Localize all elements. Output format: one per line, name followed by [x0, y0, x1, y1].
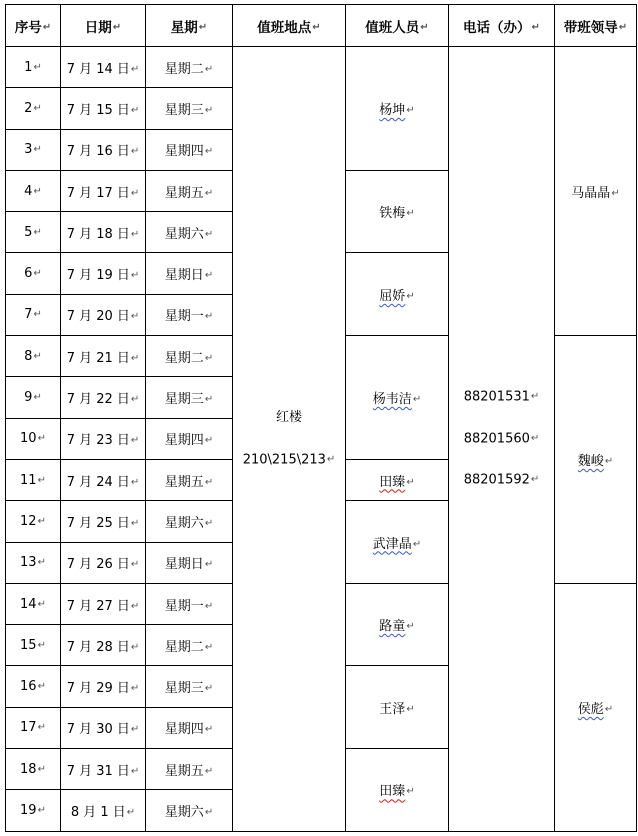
cell-weekday: 星期一↵	[146, 294, 233, 335]
cell-no: 18↵	[6, 749, 61, 790]
cell-staff: 屈娇↵	[346, 253, 449, 336]
cell-no: 19↵	[6, 790, 61, 831]
cell-date: 7 月 29 日↵	[61, 666, 146, 707]
cell-no: 4↵	[6, 170, 61, 211]
cell-date: 7 月 24 日↵	[61, 459, 146, 500]
cell-staff: 路童↵	[346, 583, 449, 666]
cell-no: 1↵	[6, 47, 61, 88]
cell-weekday: 星期二↵	[146, 47, 233, 88]
cell-no: 12↵	[6, 501, 61, 542]
cell-weekday: 星期五↵	[146, 170, 233, 211]
cell-date: 7 月 19 日↵	[61, 253, 146, 294]
cell-no: 7↵	[6, 294, 61, 335]
cell-weekday: 星期五↵	[146, 749, 233, 790]
cell-weekday: 星期六↵	[146, 212, 233, 253]
cell-date: 7 月 21 日↵	[61, 336, 146, 377]
cell-no: 17↵	[6, 707, 61, 748]
header-leader: 带班领导↵	[555, 5, 637, 47]
cell-weekday: 星期三↵	[146, 88, 233, 129]
cell-no: 9↵	[6, 377, 61, 418]
phone-number: 88201592↵	[463, 472, 540, 488]
cell-no: 13↵	[6, 542, 61, 583]
cell-date: 7 月 23 日↵	[61, 418, 146, 459]
cell-no: 16↵	[6, 666, 61, 707]
cell-location	[233, 47, 346, 832]
cell-weekday: 星期二↵	[146, 336, 233, 377]
cell-date: 7 月 20 日↵	[61, 294, 146, 335]
cell-weekday: 星期四↵	[146, 707, 233, 748]
cell-date: 8 月 1 日↵	[61, 790, 146, 831]
header-no: 序号↵	[6, 5, 61, 47]
cell-staff: 杨坤↵	[346, 47, 449, 171]
location-rooms: 210\215\213↵	[242, 452, 336, 468]
cell-weekday: 星期三↵	[146, 666, 233, 707]
cell-phones	[449, 47, 555, 832]
cell-weekday: 星期四↵	[146, 129, 233, 170]
cell-weekday: 星期日↵	[146, 542, 233, 583]
table-row	[6, 47, 637, 88]
cell-date: 7 月 17 日↵	[61, 170, 146, 211]
cell-date: 7 月 22 日↵	[61, 377, 146, 418]
cell-date: 7 月 27 日↵	[61, 583, 146, 624]
phone-number: 88201531↵	[463, 389, 540, 405]
cell-no: 2↵	[6, 88, 61, 129]
cell-weekday: 星期五↵	[146, 459, 233, 500]
duty-roster-table	[5, 4, 637, 832]
cell-weekday: 星期四↵	[146, 418, 233, 459]
cell-date: 7 月 18 日↵	[61, 212, 146, 253]
cell-date: 7 月 30 日↵	[61, 707, 146, 748]
phone-number: 88201560↵	[463, 431, 540, 447]
cell-no: 3↵	[6, 129, 61, 170]
header-staff: 值班人员↵	[346, 5, 449, 47]
cell-date: 7 月 25 日↵	[61, 501, 146, 542]
cell-date: 7 月 15 日↵	[61, 88, 146, 129]
cell-weekday: 星期二↵	[146, 625, 233, 666]
cell-staff: 武津晶↵	[346, 501, 449, 584]
cell-date: 7 月 31 日↵	[61, 749, 146, 790]
cell-no: 14↵	[6, 583, 61, 624]
cell-date: 7 月 14 日↵	[61, 47, 146, 88]
header-weekday: 星期↵	[146, 5, 233, 47]
header-location: 值班地点↵	[233, 5, 346, 47]
header-phone: 电话（办）↵	[449, 5, 555, 47]
cell-no: 8↵	[6, 336, 61, 377]
cell-weekday: 星期日↵	[146, 253, 233, 294]
cell-staff: 铁梅↵	[346, 170, 449, 253]
cell-staff: 田臻↵	[346, 459, 449, 500]
cell-no: 11↵	[6, 459, 61, 500]
cell-staff: 杨韦洁↵	[346, 336, 449, 460]
location-building: 红楼	[275, 409, 302, 425]
cell-leader: 马晶晶↵	[555, 47, 637, 336]
cell-date: 7 月 28 日↵	[61, 625, 146, 666]
cell-date: 7 月 16 日↵	[61, 129, 146, 170]
header-row	[6, 5, 637, 47]
cell-date: 7 月 26 日↵	[61, 542, 146, 583]
cell-weekday: 星期一↵	[146, 583, 233, 624]
cell-staff: 王泽↵	[346, 666, 449, 749]
cell-no: 10↵	[6, 418, 61, 459]
cell-no: 6↵	[6, 253, 61, 294]
cell-leader: 侯彪↵	[555, 583, 637, 831]
cell-staff: 田臻↵	[346, 749, 449, 832]
cell-no: 5↵	[6, 212, 61, 253]
cell-weekday: 星期三↵	[146, 377, 233, 418]
header-date: 日期↵	[61, 5, 146, 47]
cell-no: 15↵	[6, 625, 61, 666]
cell-weekday: 星期六↵	[146, 501, 233, 542]
cell-weekday: 星期六↵	[146, 790, 233, 831]
cell-leader: 魏峻↵	[555, 336, 637, 584]
